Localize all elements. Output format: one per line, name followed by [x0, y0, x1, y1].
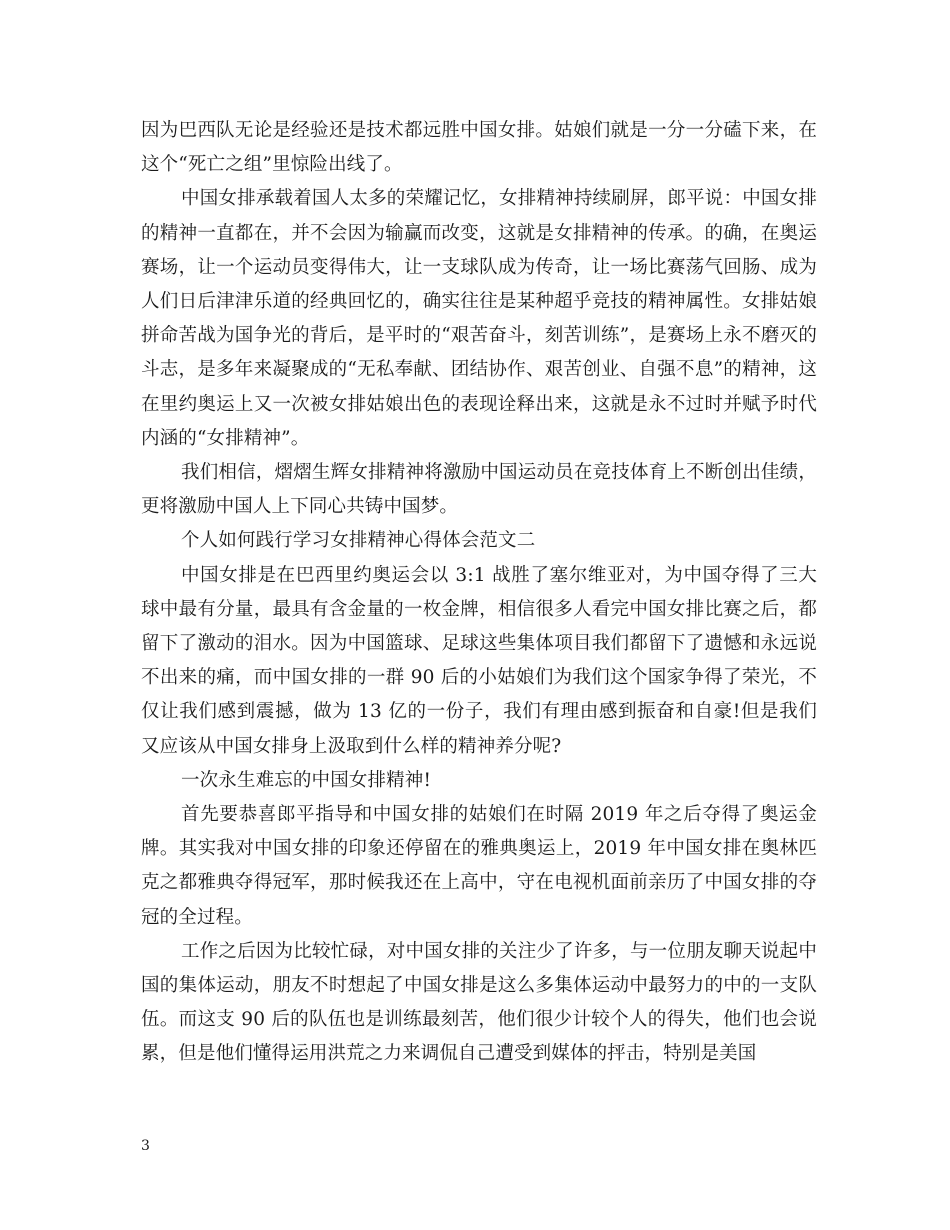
document-body [141, 114, 817, 1072]
paragraph: 因为巴西队无论是经验还是技术都远胜中国女排。姑娘们就是一分一分磕下来，在这个“死亡之组”里惊险出线了。 [141, 120, 817, 176]
paragraph: 首先要恭喜郎平指导和中国女排的姑娘们在时隔 2019 年之后夺得了奥运金牌。其实我对中国女排的印象还停留在的雅典奥运上，2019 年中国女排在奥林匹克之都雅典夺得冠军，那时候我还在上高中，守在电视机面前亲历了中国女排的夺冠的全过程。 [141, 804, 817, 928]
section-heading: 个人如何践行学习女排精神心得体会范文二 [181, 530, 536, 552]
paragraph: 我们相信，熠熠生辉女排精神将激励中国运动员在竞技体育上不断创出佳绩，更将激励中国人上下同心共铸中国梦。 [141, 462, 817, 518]
paragraph: 工作之后因为比较忙碌，对中国女排的关注少了许多，与一位朋友聊天说起中国的集体运动，朋友不时想起了中国女排是这么多集体运动中最努力的中的一支队伍。而这支 90 后的队伍也是训练最刻苦，他们很少计较个人的得失，他们也会说累，但是他们懂得运用洪荒之力来调侃自己遭受到媒体的抨击，特别是美国 [141, 940, 817, 1065]
subheading: 一次永生难忘的中国女排精神! [181, 769, 432, 791]
page-number: 3 [141, 1138, 150, 1154]
paragraph: 中国女排是在巴西里约奥运会以 3:1 战胜了塞尔维亚对，为中国夺得了三大球中最有分量，最具有含金量的一枚金牌，相信很多人看完中国女排比赛之后，都留下了激动的泪水。因为中国篮球、足球这些集体项目我们都留下了遗憾和永远说不出来的痛，而中国女排的一群 90 后的小姑娘们为我们这个国家争得了荣光，不仅让我们感到震撼，做为 13 亿的一份子，我们有理由感到振奋和自豪!但是我们又应该从中国女排身上汲取到什么样的精神养分呢? [141, 564, 817, 757]
paragraph: 中国女排承载着国人太多的荣耀记忆，女排精神持续刷屏，郎平说：中国女排的精神一直都在，并不会因为输赢而改变，这就是女排精神的传承。的确，在奥运赛场，让一个运动员变得伟大，让一支球队成为传奇，让一场比赛荡气回肠、成为人们日后津津乐道的经典回忆的，确实往往是某种超乎竞技的精神属性。女排姑娘拼命苦战为国争光的背后，是平时的“艰苦奋斗，刻苦训练”，是赛场上永不磨灭的斗志，是多年来凝聚成的“无私奉献、团结协作、艰苦创业、自强不息”的精神，这在里约奥运上又一次被女排姑娘出色的表现诠释出来，这就是永不过时并赋予时代内涵的“女排精神”。 [141, 188, 817, 449]
